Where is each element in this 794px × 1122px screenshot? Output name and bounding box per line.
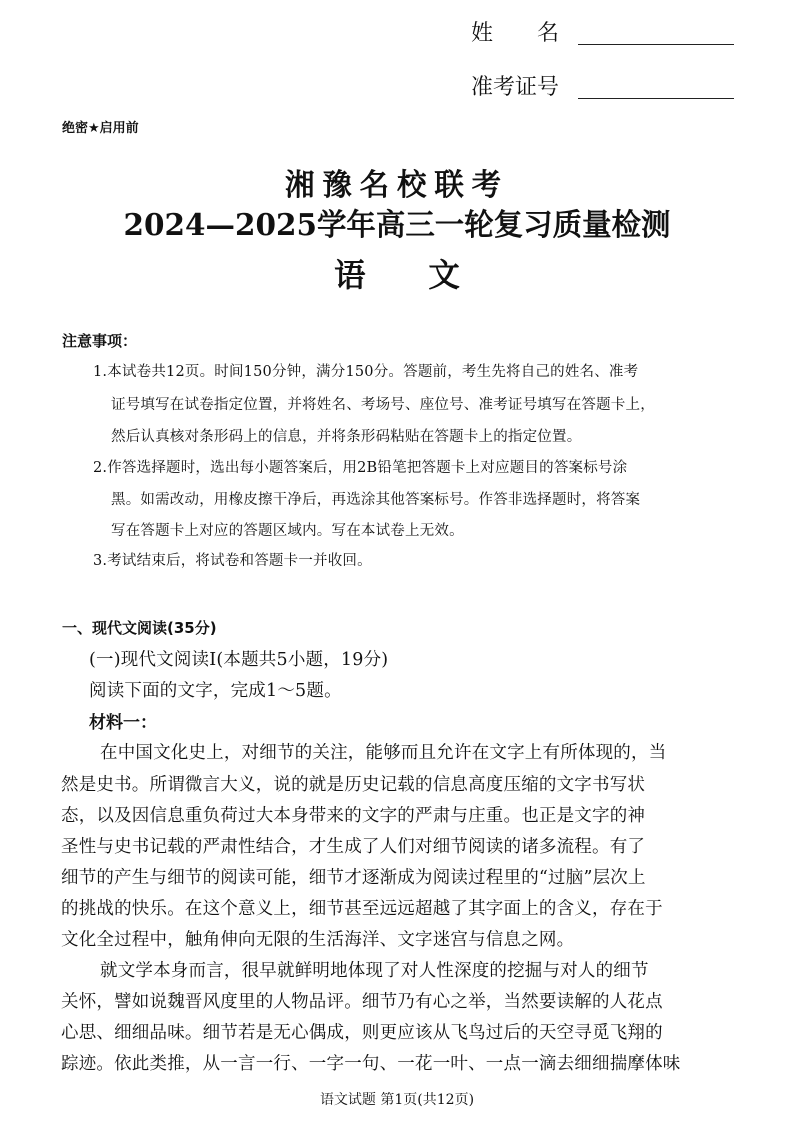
exam-union-title: 湘豫名校联考 (285, 168, 509, 203)
passage-line: 在中国文化史上，对细节的关注，能够而且允许在文字上有所体现的，当 (100, 743, 667, 763)
passage-line: 关怀，譬如说魏晋风度里的人物品评。细节乃有心之举，当然要读解的人花点 (61, 992, 663, 1012)
material-label: 材料一： (89, 713, 157, 733)
name-label: 姓 名 (471, 21, 560, 46)
subject-title: 语 文 (334, 256, 460, 294)
notice-line: 然后认真核对条形码上的信息，并将条形码粘贴在答题卡上的指定位置。 (111, 429, 582, 445)
section-heading: 一、现代文阅读(35分) (62, 619, 217, 637)
exam-id-label: 准考证号 (471, 75, 560, 100)
name-field[interactable] (578, 44, 734, 45)
passage-line: 文化全过程中，触角伸向无限的生活海洋、文字迷宫与信息之网。 (61, 930, 575, 950)
notice-line: 2.作答选择题时，选出每小题答案后，用2B铅笔把答题卡上对应题目的答案标号涂 (93, 460, 628, 476)
passage-line: 心思、细细品味。细节若是无心偶成，则更应该从飞鸟过后的天空寻觅飞翔的 (61, 1023, 663, 1043)
sub-section-heading: (一)现代文阅读Ⅰ(本题共5小题，19分) (89, 650, 389, 670)
notice-line: 3.考试结束后，将试卷和答题卡一并收回。 (93, 553, 372, 569)
passage-line: 的挑战的快乐。在这个意义上，细节甚至远远超越了其字面上的含义，存在于 (61, 899, 663, 919)
notice-line: 黑。如需改动，用橡皮擦干净后，再选涂其他答案标号。作答非选择题时，将答案 (111, 492, 641, 508)
notice-line: 写在答题卡上对应的答题区域内。写在本试卷上无效。 (111, 523, 464, 539)
passage-line: 就文学本身而言，很早就鲜明地体现了对人性深度的挖掘与对人的细节 (100, 961, 649, 981)
notice-heading: 注意事项： (62, 332, 138, 350)
notice-line: 证号填写在试卷指定位置，并将姓名、考场号、座位号、准考证号填写在答题卡上， (111, 397, 655, 413)
passage-line: 圣性与史书记载的严肃性结合，才生成了人们对细节阅读的诸多流程。有了 (61, 837, 646, 857)
notice-line: 1.本试卷共12页。时间150分钟，满分150分。答题前，考生先将自己的姓名、准考 (93, 364, 639, 380)
passage-line: 态，以及因信息重负荷过大本身带来的文字的严肃与庄重。也正是文字的神 (61, 806, 646, 826)
secret-label: 绝密★启用前 (62, 121, 139, 136)
page-footer: 语文试题 第1页(共12页) (319, 1092, 475, 1108)
instruction-text: 阅读下面的文字，完成1～5题。 (89, 681, 342, 701)
passage-line: 细节的产生与细节的阅读可能，细节才逐渐成为阅读过程里的“过脑”层次上 (61, 868, 646, 888)
passage-line: 踪迹。依此类推，从一言一行、一字一句、一花一叶、一点一滴去细细揣摩体味 (61, 1054, 681, 1074)
exam-id-field[interactable] (578, 98, 734, 99)
exam-title: 2024—2025学年高三一轮复习质量检测 (123, 208, 671, 243)
passage-line: 然是史书。所谓微言大义，说的就是历史记载的信息高度压缩的文字书写状 (61, 775, 646, 795)
